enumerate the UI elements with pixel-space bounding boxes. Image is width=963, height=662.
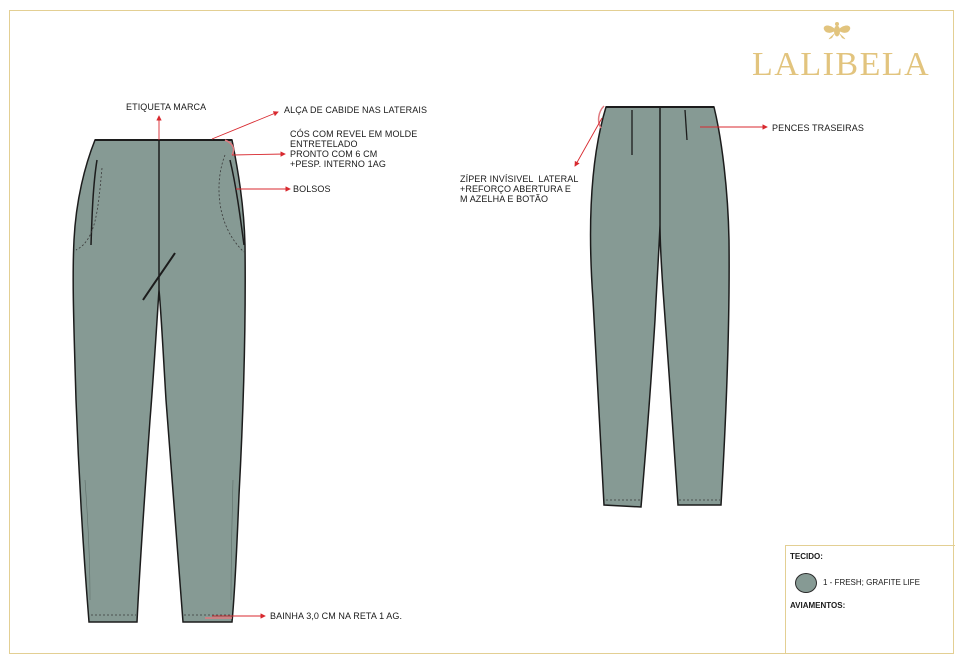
arrow-cos: [232, 154, 285, 155]
label-bolsos: BOLSOS: [293, 184, 331, 194]
brand-logo: LALIBELA: [752, 46, 931, 83]
back-pants-drawing: [591, 106, 730, 507]
bee-icon: [824, 22, 851, 39]
label-ziper-invisivel: ZÍPER INVÍSIVEL LATERAL +REFORÇO ABERTURA E M AZELHA E BOTÃO: [460, 174, 579, 204]
label-bainha: BAINHA 3,0 CM NA RETA 1 AG.: [270, 611, 403, 621]
label-alca-cabide: ALÇA DE CABIDE NAS LATERAIS: [284, 105, 428, 115]
front-pants-drawing: [73, 140, 245, 622]
label-etiqueta-marca: ETIQUETA MARCA: [126, 102, 207, 112]
label-pences-traseiras: PENCES TRASEIRAS: [772, 123, 864, 133]
arrow-alca: [212, 112, 278, 139]
legend-tecido-label: TECIDO:: [790, 552, 823, 561]
fabric-swatch: [795, 573, 817, 593]
label-cos-revel: CÓS COM REVEL EM MOLDE ENTRETELADO PRONTO COM 6 CM +PESP. INTERNO 1AG: [290, 129, 418, 169]
legend-aviamentos-label: AVIAMENTOS:: [790, 601, 846, 610]
legend-fabric-name: 1 - FRESH; GRAFITE LIFE: [823, 578, 920, 587]
legend-box: [785, 545, 955, 654]
